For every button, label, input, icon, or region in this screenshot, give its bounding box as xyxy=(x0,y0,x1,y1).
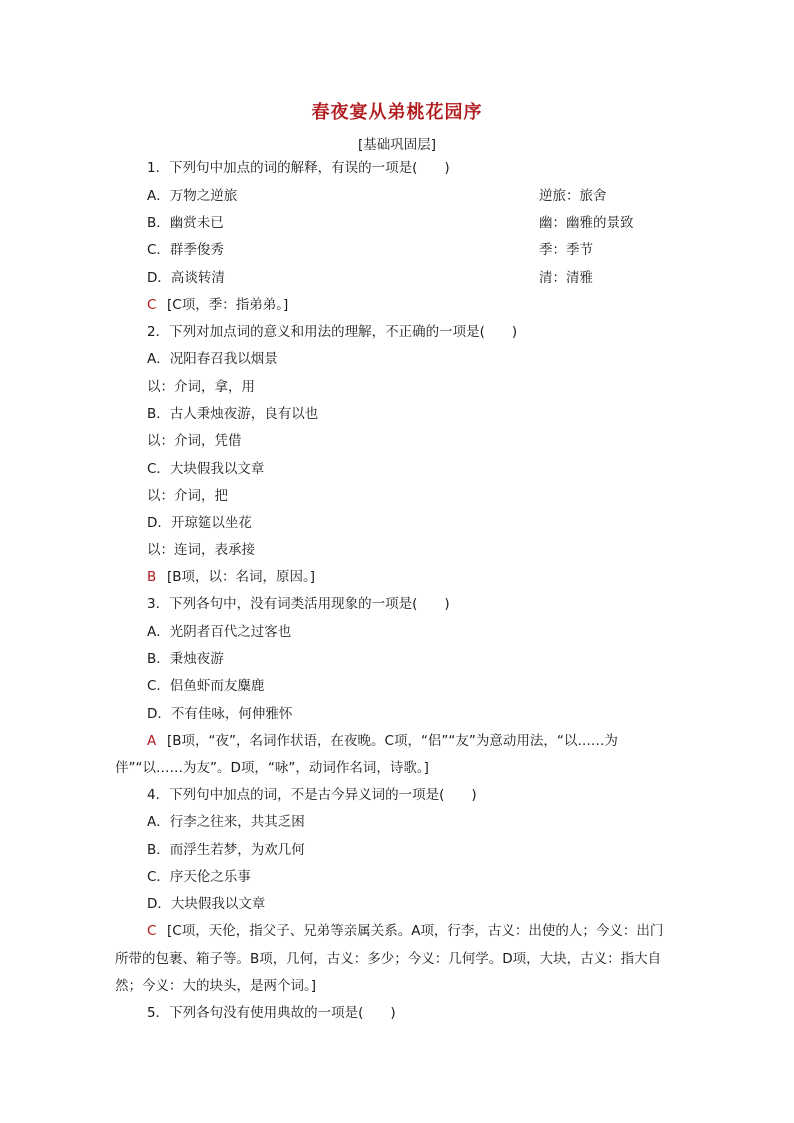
answer-letter: C xyxy=(147,923,157,939)
q4-option-d: D．大块假我以文章 xyxy=(147,896,266,912)
answer-letter: B xyxy=(147,569,157,585)
option-text: D．高谈转清 xyxy=(147,270,225,286)
q4-stem: 4．下列句中加点的词，不是古今异义词的一项是( ) xyxy=(147,787,477,803)
q3-option-d: D．不有佳咏，何伸雅怀 xyxy=(147,706,293,722)
option-note: 清：清雅 xyxy=(539,270,593,286)
q2-option-d-note: 以：连词，表承接 xyxy=(147,542,255,558)
q2-option-b: B．古人秉烛夜游，良有以也 xyxy=(147,406,319,422)
q4-option-c: C．序天伦之乐事 xyxy=(147,869,251,885)
q3-option-b: B．秉烛夜游 xyxy=(147,651,224,667)
q2-option-a: A．况阳春召我以烟景 xyxy=(147,351,278,367)
answer-letter: A xyxy=(147,733,157,749)
q5-stem: 5．下列各句没有使用典故的一项是( ) xyxy=(147,1005,396,1021)
answer-explanation: [C项，季：指弟弟。] xyxy=(167,297,289,313)
q3-answer xyxy=(147,731,618,751)
q2-option-d: D．开琼筵以坐花 xyxy=(147,515,252,531)
answer-explanation: [C项，天伦，指父子、兄弟等亲属关系。A项，行李，古义：出使的人；今义：出门 xyxy=(167,923,664,939)
q4-answer xyxy=(147,921,663,941)
q2-option-a-note: 以：介词，拿，用 xyxy=(147,379,255,395)
q1-option-a xyxy=(147,186,707,206)
q3-stem: 3．下列各句中，没有词类活用现象的一项是( ) xyxy=(147,596,450,612)
q4-answer-continued-2: 然；今义：大的块头，是两个词。] xyxy=(115,978,317,994)
option-text: B．幽赏未已 xyxy=(147,215,224,231)
option-note: 季：季节 xyxy=(539,242,593,258)
q3-option-c: C．侣鱼虾而友麋鹿 xyxy=(147,678,265,694)
answer-explanation: [B项，以：名词，原因。] xyxy=(167,569,316,585)
q2-option-b-note: 以：介词，凭借 xyxy=(147,433,242,449)
section-heading: [基础巩固层] xyxy=(357,137,437,153)
q4-answer-continued-1: 所带的包裹、箱子等。B项，几何，古义：多少；今义：几何学。D项，大块，古义：指大自 xyxy=(115,951,662,967)
option-note: 幽：幽雅的景致 xyxy=(539,215,634,231)
q1-option-b xyxy=(147,213,707,233)
q1-option-d xyxy=(147,268,707,288)
q2-option-c: C．大块假我以文章 xyxy=(147,461,265,477)
answer-explanation: [B项，“夜”，名词作状语，在夜晚。C项，“侣”“友”为意动用法，“以……为 xyxy=(167,733,618,749)
q3-answer-continued: 伴”“以……为友”。D项，“咏”，动词作名词，诗歌。] xyxy=(115,760,429,776)
q2-stem: 2．下列对加点词的意义和用法的理解，不正确的一项是( ) xyxy=(147,324,518,340)
page-title: 春夜宴从弟桃花园序 xyxy=(311,102,483,123)
q2-option-c-note: 以：介词，把 xyxy=(147,488,228,504)
option-text: A．万物之逆旅 xyxy=(147,188,238,204)
answer-letter: C xyxy=(147,297,157,313)
q1-option-c xyxy=(147,240,707,260)
option-note: 逆旅：旅舍 xyxy=(539,188,607,204)
q4-option-b: B．而浮生若梦，为欢几何 xyxy=(147,842,305,858)
option-text: C．群季俊秀 xyxy=(147,242,224,258)
q4-option-a: A．行李之往来，共其乏困 xyxy=(147,814,305,830)
q1-answer xyxy=(147,295,288,315)
q1-stem: 1．下列句中加点的词的解释，有误的一项是( ) xyxy=(147,160,450,176)
q3-option-a: A．光阴者百代之过客也 xyxy=(147,624,292,640)
q2-answer xyxy=(147,567,315,587)
